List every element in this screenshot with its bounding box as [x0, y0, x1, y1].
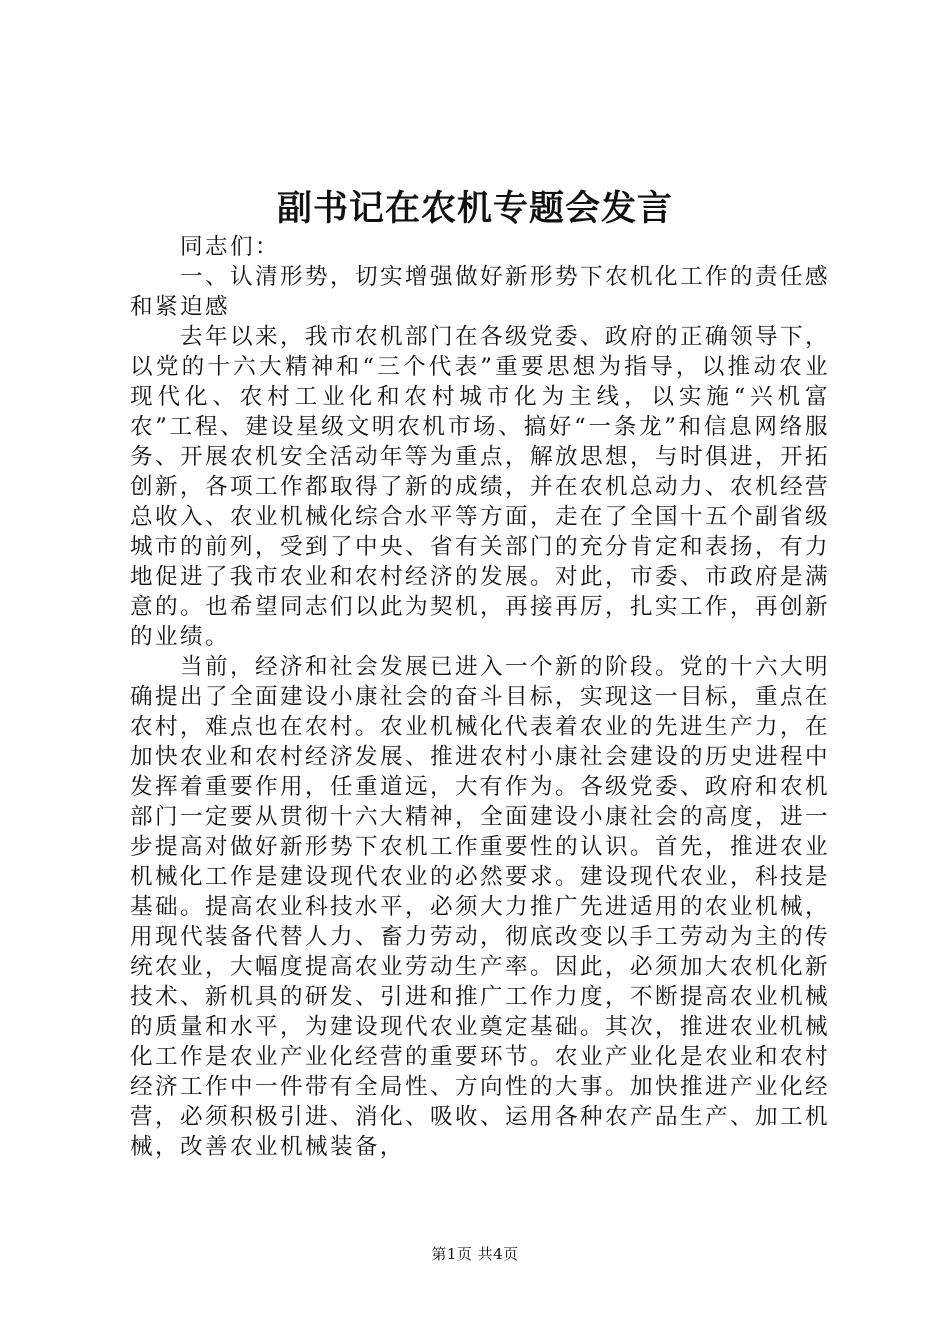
- body-paragraph: 去年以来，我市农机部门在各级党委、政府的正确领导下，以党的十六大精神和“三个代表”重要思想为指导，以推动农业现代化、农村工业化和农村城市化为主线，以实施“兴机富农”工程、建设星级文明农机市场、搞好“一条龙”和信息网络服务、开展农机安全活动年等为重点，解放思想，与时俱进，开拓创新，各项工作都取得了新的成绩，并在农机总动力、农机经营总收入、农业机械化综合水平等方面，走在了全国十五个副省级城市的前列，受到了中央、省有关部门的充分肯定和表扬，有力地促进了我市农业和农村经济的发展。对此，市委、市政府是满意的。也希望同志们以此为契机，再接再厉，扎实工作，再创新的业绩。: [130, 324, 830, 650]
- document-title: 副书记在农机专题会发言: [276, 188, 673, 229]
- section-heading-paragraph: 一、认清形势，切实增强做好新形势下农机化工作的责任感和紧迫感: [130, 264, 830, 320]
- document-body: [130, 232, 830, 1162]
- page-footer: 第1页 共4页: [431, 1245, 519, 1263]
- body-paragraph: 当前，经济和社会发展已进入一个新的阶段。党的十六大明确提出了全面建设小康社会的奋斗目标，实现这一目标，重点在农村，难点也在农村。农业机械化代表着农业的先进生产力，在加快农业和农村经济发展、推进农村小康社会建设的历史进程中发挥着重要作用，任重道远，大有作为。各级党委、政府和农机部门一定要从贯彻十六大精神，全面建设小康社会的高度，进一步提高对做好新形势下农机工作重要性的认识。首先，推进农业机械化工作是建设现代农业的必然要求。建设现代农业，科技是基础。提高农业科技水平，必须大力推广先进适用的农业机械，用现代装备代替人力、畜力劳动，彻底改变以手工劳动为主的传统农业，大幅度提高农业劳动生产率。因此，必须加大农机化新技术、新机具的研发、引进和推广工作力度，不断提高农业机械的质量和水平，为建设现代农业奠定基础。其次，推进农业机械化工作是农业产业化经营的重要环节。农业产业化是农业和农村经济工作中一件带有全局性、方向性的大事。加快推进产业化经营，必须积极引进、消化、吸收、运用各种农产品生产、加工机械，改善农业机械装备，: [130, 654, 830, 1160]
- salutation-paragraph: 同志们：: [180, 234, 280, 260]
